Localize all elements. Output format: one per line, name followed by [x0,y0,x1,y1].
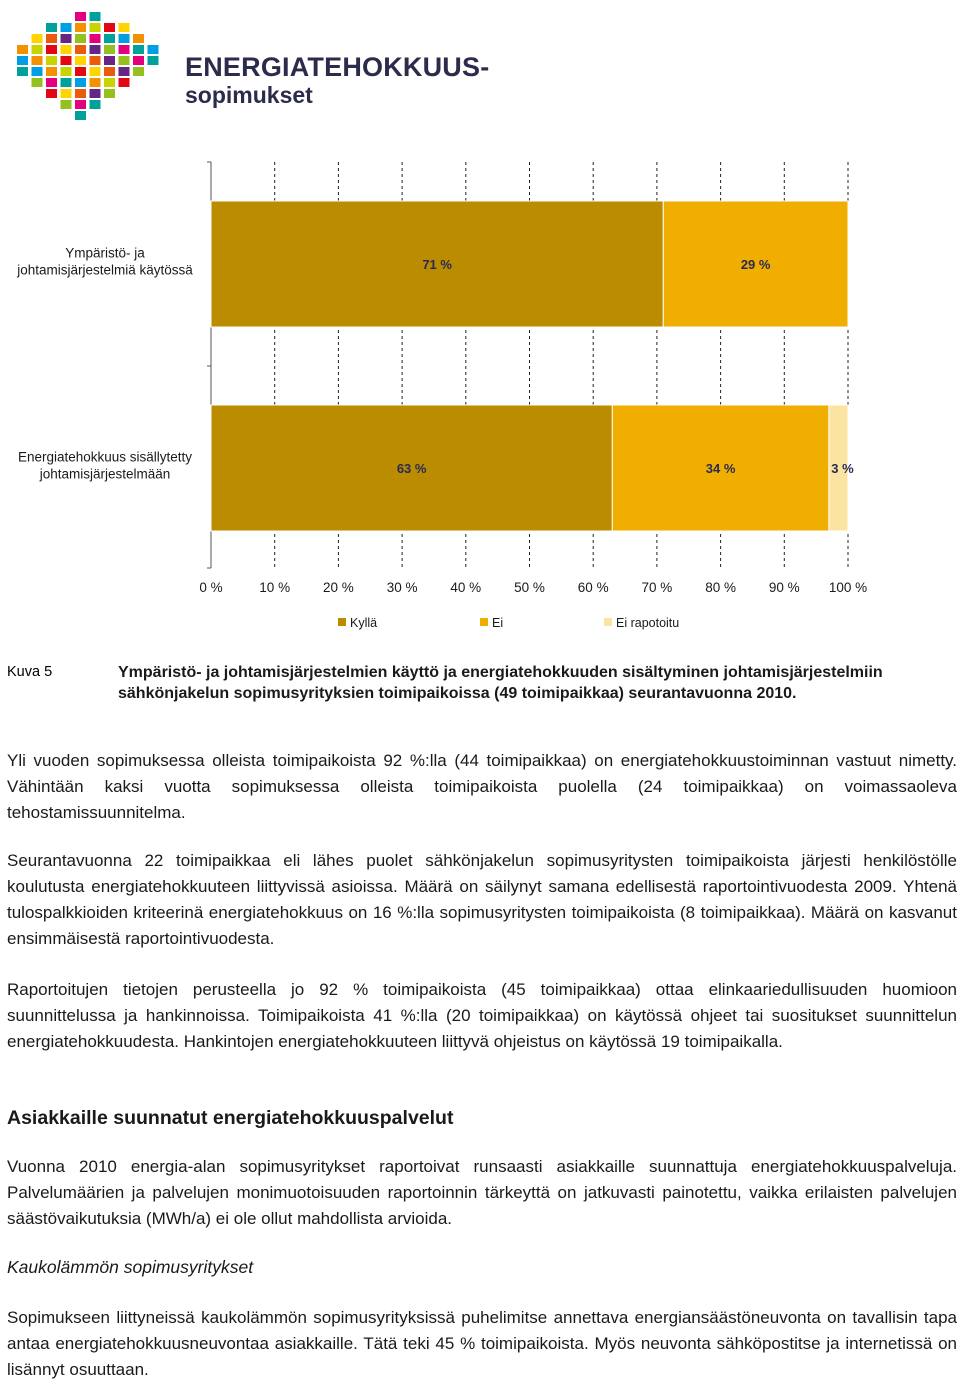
section-paragraph: Vuonna 2010 energia-alan sopimusyritykset raportoivat runsaasti asiakkaille suunnattuja energiatehokkuuspalveluja. Palvelumäärien ja palvelujen monimuotoisuuden raportoinnin tärkeyttä on jatkuvasti painotettu, vaikka erilaisten palvelujen säästövaikutuksia (MWh/a) ei ole ollut mahdollista arvioida. [7,1157,957,1228]
data-label: 63 % [396,461,427,476]
legend-label: Ei rapotoitu [616,616,680,630]
paragraph-1: Yli vuoden sopimuksessa olleista toimipaikoista 92 %:lla (44 toimipaikkaa) on energiatehokkuustoiminnan vastuut nimetty. Vähintään kaksi vuotta sopimuksessa olleista toimipaikoista puolella (24 toimipaikkaa) on voimassaoleva tehostamissuunnitelma. [7,751,957,822]
x-tick-label: 40 % [450,580,482,595]
logo-title: ENERGIATEHOKKUUS- [185,52,490,82]
category-label: johtamisjärjestelmiä käytössä [17,262,193,278]
legend-swatch [480,618,488,626]
x-tick-label: 10 % [259,580,291,595]
category-label: Energiatehokkuus sisällytetty [17,449,193,465]
stacked-bar-chart [0,128,960,648]
x-tick-label: 20 % [323,580,354,595]
x-tick-label: 0 % [199,580,223,595]
legend-label: Ei [492,616,504,630]
x-tick-label: 90 % [768,580,800,595]
legend-swatch [604,618,612,626]
data-label: 34 % [705,461,736,476]
figure-caption: Ympäristö- ja johtamisjärjestelmien käyttö ja energiatehokkuuden sisältyminen johtamisjärjestelmiin sähkönjakelun sopimusyrityksien toimipaikoissa (49 toimipaikkaa) seurantavuonna 2010. [118,664,883,702]
logo [12,8,490,126]
figure-number: Kuva 5 [7,664,53,680]
data-label: 29 % [740,257,771,272]
category-label: johtamisjärjestelmään [39,466,171,482]
logo-mosaic-icon [12,8,172,126]
legend-swatch [338,618,346,626]
data-label: 3 % [831,461,854,476]
data-label: 71 % [422,257,452,272]
paragraph-2: Seurantavuonna 22 toimipaikkaa eli lähes puolet sähkönjakelun sopimusyritysten toimipaikoista järjesti henkilöstölle koulutusta energiatehokkuuteen liittyvissä asioissa. Määrä on säilynyt samana edellisestä raportointivuodesta 2009. Yhtenä tulospalkkioiden kriteerinä energiatehokkuus on 16 %:lla sopimusyritysten toimipaikoista (8 toimipaikkaa). Määrä on kasvanut ensimmäisestä raportointivuodesta. [7,851,957,948]
subsection-heading: Kaukolämmön sopimusyritykset [7,1257,254,1277]
x-tick-label: 100 % [828,580,868,595]
category-label: Ympäristö- ja [65,245,145,261]
logo-subtitle: sopimukset [185,82,313,108]
legend-label: Kyllä [350,616,378,630]
x-tick-label: 80 % [705,580,736,595]
x-tick-label: 50 % [514,580,545,595]
x-tick-label: 30 % [386,580,418,595]
x-tick-label: 70 % [641,580,673,595]
paragraph-3: Raportoitujen tietojen perusteella jo 92 % toimipaikoista (45 toimipaikkaa) ottaa elinkaariedullisuuden huomioon suunnittelussa ja hankinnoissa. Toimipaikoista 41 %:lla (20 toimipaikkaa) on käytössä ohjeet tai suositukset suunnittelun energiatehokkuudesta. Hankintojen energiatehokkuuteen liittyvä ohjeistus on käytössä 19 toimipaikalla. [7,980,957,1051]
section-heading: Asiakkaille suunnatut energiatehokkuuspalvelut [7,1107,454,1129]
subsection-paragraph: Sopimukseen liittyneissä kaukolämmön sopimusyrityksissä puhelimitse annettava energiansäästöneuvonta on tavallisin tapa antaa energiatehokkuusneuvontaa asiakkaille. Tätä teki 45 % toimipaikoista. Myös neuvonta sähköpostitse ja internetissä on lisännyt osuuttaan. [7,1308,957,1379]
x-tick-label: 60 % [577,580,609,595]
